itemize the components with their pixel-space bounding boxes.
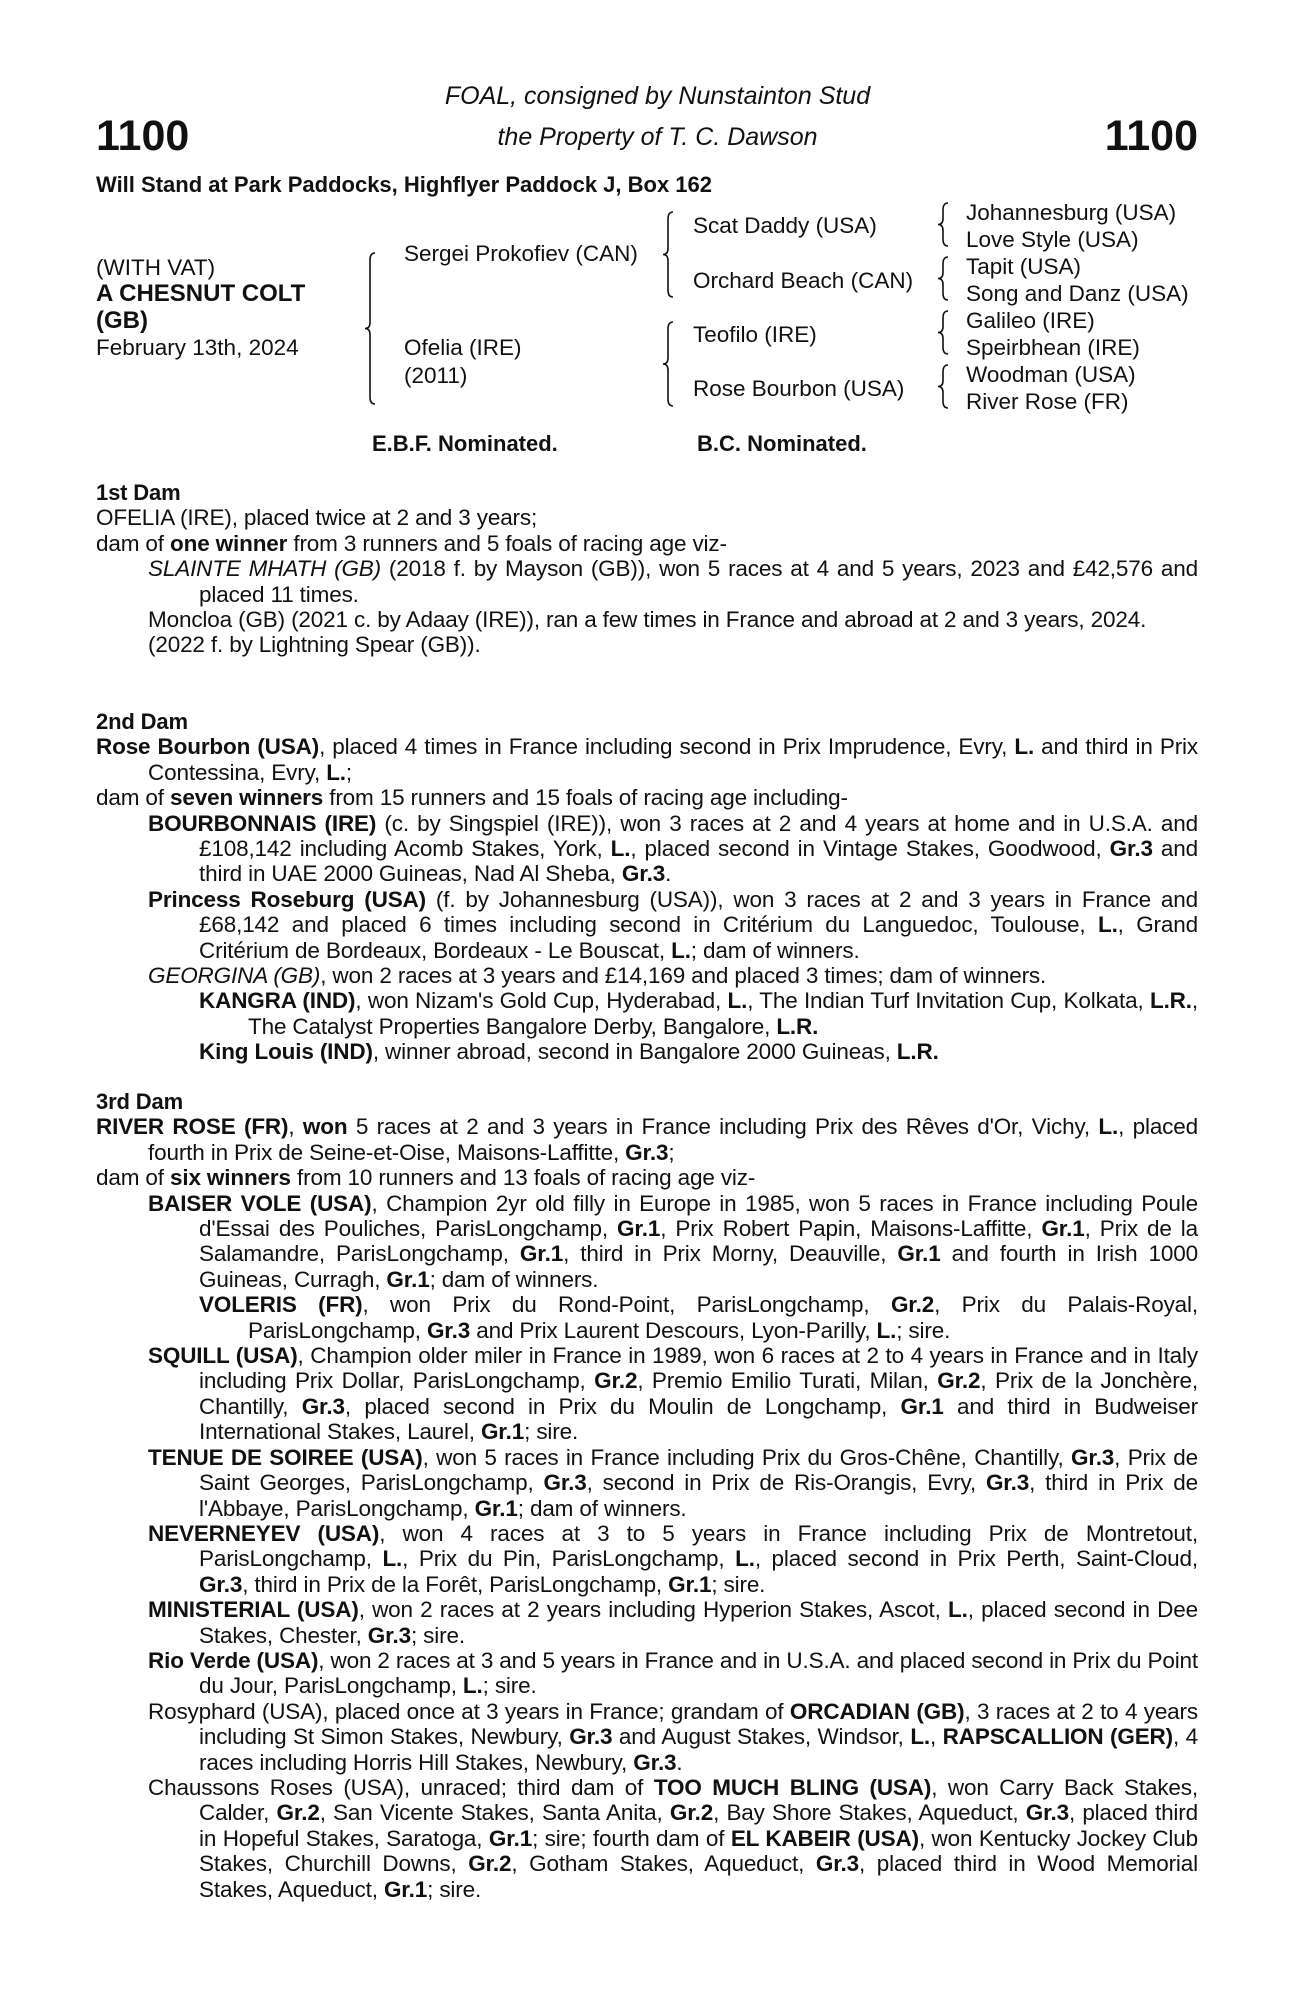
dam-record: [96, 1165, 1198, 1190]
progeny-entry: [96, 1648, 1198, 1699]
lot-description-country: (GB): [96, 307, 148, 334]
brace-icon: [938, 311, 948, 354]
dam: Ofelia (IRE): [404, 335, 522, 360]
bold-text: Gr.2: [669, 1800, 714, 1826]
text: from 3 runners and 5 foals of racing age viz-: [287, 530, 727, 556]
bold-text: L.: [610, 836, 631, 862]
text: and August Stakes, Windsor,: [612, 1724, 911, 1750]
bold-text: Gr.2: [468, 1851, 512, 1877]
bold-text: Gr.1: [1041, 1216, 1085, 1242]
dam-record: [96, 531, 1198, 556]
bold-text: Gr.3: [301, 1393, 345, 1419]
progeny-entry: [96, 1343, 1198, 1445]
progeny-entry: [96, 1775, 1198, 1902]
bold-text: one winner: [170, 530, 288, 556]
bold-text: L.R.: [1149, 988, 1192, 1014]
bold-text: SQUILL (USA): [148, 1343, 298, 1369]
text: (f. by Johannesburg (USA)), won 3 races at 2 and 3 years in France and £68,142 and placed 6 times including second in Critérium du Languedoc, Toulouse,: [199, 886, 1198, 938]
dam-year: (2011): [404, 363, 468, 388]
stand-location: Will Stand at Park Paddocks, Highflyer Paddock J, Box 162: [96, 172, 712, 197]
sire: Sergei Prokofiev (CAN): [404, 241, 638, 266]
bold-text: Gr.1: [386, 1266, 430, 1292]
sire-sire: Scat Daddy (USA): [693, 213, 877, 238]
bold-text: EL KABEIR (USA): [730, 1825, 919, 1851]
text: , 3 races at 2 to 4 years including St Simon Stakes, Newbury,: [199, 1698, 1198, 1750]
text: , placed second in Dee Stakes, Chester,: [199, 1597, 1198, 1648]
text: ,: [930, 1724, 943, 1750]
lot-description: A CHESNUT COLT: [96, 280, 306, 307]
bold-text: Gr.1: [480, 1419, 525, 1445]
text: (c. by Singspiel (IRE)), won 3 races at 2 and 4 years at home and in U.S.A. and £108,142 including Acomb Stakes, York,: [199, 810, 1198, 862]
bold-text: BOURBONNAIS (IRE): [148, 810, 377, 836]
section-heading: 3rd Dam: [96, 1089, 183, 1114]
text: , Prix de la Jonchère, Chantilly,: [199, 1368, 1199, 1419]
text: 5 races at 2 and 3 years in France including Prix des Rêves d'Or, Vichy,: [347, 1114, 1099, 1140]
text: ; sire.: [711, 1571, 766, 1597]
bold-text: ORCADIAN (GB): [789, 1698, 965, 1724]
text: ; dam of winners.: [690, 937, 860, 963]
bold-text: MINISTERIAL (USA): [148, 1597, 359, 1623]
text: , Gotham Stakes, Aqueduct,: [511, 1851, 816, 1877]
text: dam of: [96, 530, 170, 556]
dam-record: [96, 505, 1198, 530]
text: ; dam of winners.: [429, 1266, 599, 1292]
text: dam of: [96, 785, 170, 811]
text: Rosyphard (USA), placed once at 3 years in France; grandam of: [148, 1698, 790, 1724]
text: , The Catalyst Properties Bangalore Derby, Bangalore,: [248, 988, 1198, 1039]
ancestor: Song and Danz (USA): [966, 281, 1189, 306]
bold-text: Gr.2: [937, 1368, 981, 1394]
text: ; sire.: [896, 1317, 951, 1343]
dam-record: [96, 734, 1198, 785]
progeny-entry: [96, 632, 1198, 657]
text: , placed third in Wood Memorial Stakes, Aqueduct,: [199, 1851, 1198, 1902]
bold-text: L.: [326, 759, 346, 785]
text: , placed 4 times in France including second in Prix Imprudence, Evry,: [319, 734, 1015, 760]
text: ; sire.: [524, 1419, 579, 1445]
bold-text: Gr.3: [543, 1470, 587, 1496]
bold-text: Gr.3: [621, 861, 666, 887]
text: ; dam of winners.: [517, 1495, 687, 1521]
bold-text: Rose Bourbon (USA): [96, 734, 320, 760]
text: , Prix de la Salamandre, ParisLongchamp,: [199, 1216, 1199, 1267]
dam-record: [96, 785, 1198, 810]
text: , placed second in Prix Perth, Saint-Cloud,: [754, 1546, 1199, 1572]
text: (2018 f. by Mayson (GB)), won 5 races at 4 and 5 years, 2023 and £42,576 and placed 11 times.: [199, 556, 1198, 607]
bold-text: L.R.: [896, 1039, 939, 1065]
bold-text: Gr.1: [474, 1495, 518, 1521]
bold-text: L.: [727, 988, 748, 1014]
text: , won 2 races at 2 years including Hyperion Stakes, Ascot,: [358, 1597, 949, 1623]
progeny-entry: [96, 556, 1198, 607]
text: , The Indian Turf Invitation Cup, Kolkata,: [747, 988, 1150, 1014]
section-heading: 2nd Dam: [96, 709, 188, 734]
text: ; sire.: [482, 1673, 537, 1699]
bold-text: Gr.1: [488, 1825, 533, 1851]
progeny-entry: [96, 887, 1198, 963]
bold-text: RIVER ROSE (FR): [96, 1114, 289, 1140]
bold-text: Gr.3: [633, 1749, 677, 1775]
dam-dam: Rose Bourbon (USA): [693, 376, 905, 401]
bold-text: King Louis (IND): [199, 1039, 373, 1065]
bold-text: L.: [1098, 1114, 1119, 1140]
first-dam-section: [96, 480, 1198, 658]
progeny-entry: [96, 1039, 1198, 1064]
dam-sire: Teofilo (IRE): [693, 322, 817, 347]
ebf-nomination: E.B.F. Nominated.: [372, 431, 558, 456]
italic-text: SLAINTE MHATH (GB): [148, 556, 381, 582]
bold-text: Gr.3: [1025, 1800, 1069, 1826]
progeny-entry: [96, 1699, 1198, 1775]
bold-text: L.: [735, 1546, 755, 1572]
text: , won 2 races at 3 years and £14,169 and placed 3 times; dam of winners.: [320, 963, 1047, 989]
pedigree-braces: [0, 0, 1315, 460]
text: , placed third in Hopeful Stakes, Saratoga,: [199, 1800, 1198, 1851]
text: ; sire.: [410, 1622, 465, 1648]
text: and third in UAE 2000 Guineas, Nad Al Sheba,: [199, 836, 1198, 887]
text: ; sire.: [427, 1876, 482, 1902]
text: Chaussons Roses (USA), unraced; third dam of: [148, 1774, 654, 1800]
bold-text: Gr.3: [199, 1571, 243, 1597]
text: , third in Prix Morny, Deauville,: [563, 1241, 898, 1267]
text: , 4 races including Horris Hill Stakes, Newbury,: [199, 1724, 1198, 1775]
property-line: the Property of T. C. Dawson: [497, 123, 818, 151]
progeny-entry: [96, 963, 1198, 988]
bold-text: Gr.1: [668, 1571, 712, 1597]
text: OFELIA (IRE), placed twice at 2 and 3 years;: [96, 505, 538, 531]
text: Moncloa (GB) (2021 c. by Adaay (IRE)), ran a few times in France and abroad at 2 and 3 years, 2024.: [148, 607, 1147, 633]
bold-text: Gr.1: [897, 1241, 941, 1267]
progeny-entry: [96, 988, 1198, 1039]
text: and third in Budweiser International Stakes, Laurel,: [199, 1393, 1198, 1445]
bold-text: VOLERIS (FR): [199, 1292, 363, 1318]
bold-text: Gr.3: [426, 1317, 471, 1343]
text: and third in Prix Contessina, Evry,: [148, 734, 1198, 785]
text: , Prix du Pin, ParisLongchamp,: [402, 1546, 736, 1572]
progeny-entry: [96, 1445, 1198, 1521]
bold-text: L.: [671, 937, 691, 963]
bold-text: Gr.1: [383, 1876, 428, 1902]
bold-text: L.: [876, 1317, 897, 1343]
text: , won 5 races in France including Prix du Gros-Chêne, Chantilly,: [422, 1444, 1071, 1470]
ancestor: Speirbhean (IRE): [966, 335, 1140, 360]
text: ;: [668, 1139, 675, 1165]
bold-text: NEVERNEYEV (USA): [148, 1520, 380, 1546]
text: from 10 runners and 13 foals of racing age viz-: [290, 1165, 756, 1191]
bc-nomination: B.C. Nominated.: [697, 431, 867, 456]
text: dam of: [96, 1165, 170, 1191]
brace-icon: [663, 212, 673, 297]
bold-text: Gr.3: [367, 1622, 411, 1648]
bold-text: TOO MUCH BLING (USA): [653, 1774, 932, 1800]
text: , won Nizam's Gold Cup, Hyderabad,: [355, 988, 728, 1014]
lot-number-left: 1100: [96, 112, 190, 160]
bold-text: Gr.3: [1109, 836, 1153, 862]
bold-text: Gr.2: [276, 1800, 320, 1826]
text: , third in Prix de la Forêt, ParisLongchamp,: [242, 1571, 669, 1597]
ancestor: Johannesburg (USA): [966, 200, 1177, 225]
bold-text: six winners: [170, 1165, 291, 1191]
bold-text: Gr.1: [617, 1216, 661, 1242]
consignor-line: FOAL, consigned by Nunstainton Stud: [444, 82, 871, 110]
text: , third in Prix de l'Abbaye, ParisLongchamp,: [199, 1470, 1198, 1521]
dam-record: [96, 1114, 1198, 1165]
bold-text: L.: [462, 1673, 483, 1699]
bold-text: Gr.3: [625, 1139, 669, 1165]
text: , Champion older miler in France in 1989, won 6 races at 2 to 4 years in France and in Italy including Prix Dollar, ParisLongchamp,: [199, 1343, 1198, 1394]
third-dam-section: [96, 1089, 1198, 1902]
progeny-entry: [96, 607, 1198, 632]
text: , Premio Emilio Turati, Milan,: [637, 1368, 938, 1394]
brace-icon: [663, 322, 673, 406]
text: ;: [345, 759, 353, 785]
bold-text: Gr.3: [985, 1470, 1030, 1496]
text: , Champion 2yr old filly in Europe in 1985, won 5 races in France including Poule d'Essai des Pouliches, ParisLongchamp,: [199, 1190, 1198, 1242]
bold-text: TENUE DE SOIREE (USA): [148, 1444, 423, 1470]
bold-text: L.R.: [776, 1013, 819, 1039]
ancestor: River Rose (FR): [966, 389, 1129, 414]
text: and Prix Laurent Descours, Lyon-Parilly,: [470, 1317, 877, 1343]
text: .: [665, 861, 672, 887]
brace-icon: [365, 253, 375, 404]
text: , Prix du Palais-Royal, ParisLongchamp,: [248, 1292, 1198, 1343]
vat-note: (WITH VAT): [96, 255, 216, 280]
text: , Grand Critérium de Bordeaux, Bordeaux - Le Bouscat,: [199, 912, 1198, 963]
brace-icon: [938, 257, 948, 300]
text: , Bay Shore Stakes, Aqueduct,: [713, 1800, 1026, 1826]
bold-text: BAISER VOLE (USA): [148, 1190, 372, 1216]
foaling-date: February 13th, 2024: [96, 335, 299, 360]
bold-text: Gr.2: [890, 1292, 935, 1318]
brace-icon: [938, 203, 948, 246]
text: , won 2 races at 3 and 5 years in France and in U.S.A. and placed second in Prix du Point du Jour, ParisLongchamp,: [199, 1647, 1199, 1699]
text: , Prix de Saint Georges, ParisLongchamp,: [199, 1444, 1198, 1496]
text: , San Vicente Stakes, Santa Anita,: [319, 1800, 670, 1826]
progeny-entry: [96, 1292, 1198, 1343]
lot-number-right: 1100: [1104, 112, 1198, 160]
text: , winner abroad, second in Bangalore 2000 Guineas,: [372, 1039, 897, 1065]
text: , placed second in Vintage Stakes, Goodwood,: [630, 836, 1110, 862]
bold-text: L.: [910, 1724, 931, 1750]
text: ; sire; fourth dam of: [532, 1825, 731, 1851]
bold-text: L.: [1097, 912, 1118, 938]
bold-text: L.: [1014, 734, 1035, 760]
text: , won Carry Back Stakes, Calder,: [199, 1774, 1198, 1826]
ancestor: Tapit (USA): [966, 254, 1082, 279]
bold-text: L.: [382, 1546, 403, 1572]
text: (2022 f. by Lightning Spear (GB)).: [148, 632, 481, 658]
progeny-entry: [96, 1597, 1198, 1648]
bold-text: Gr.1: [900, 1393, 944, 1419]
text: , second in Prix de Ris-Orangis, Evry,: [586, 1470, 986, 1496]
second-dam-section: [96, 709, 1198, 1065]
bold-text: KANGRA (IND): [199, 988, 356, 1014]
bold-text: L.: [948, 1597, 968, 1623]
section-heading: 1st Dam: [96, 480, 181, 505]
bold-text: Gr.3: [815, 1851, 860, 1877]
bold-text: Gr.1: [519, 1241, 564, 1267]
text: , won Prix du Rond-Point, ParisLongchamp,: [362, 1292, 891, 1318]
bold-text: RAPSCALLION (GER): [942, 1724, 1174, 1750]
bold-text: won: [302, 1114, 348, 1140]
ancestor: Galileo (IRE): [966, 308, 1095, 333]
text: , won Kentucky Jockey Club Stakes, Churchill Downs,: [199, 1825, 1198, 1877]
text: and fourth in Irish 1000 Guineas, Curragh,: [199, 1241, 1198, 1292]
bold-text: Gr.2: [594, 1368, 638, 1394]
bold-text: Gr.3: [569, 1724, 613, 1750]
progeny-entry: [96, 811, 1198, 887]
progeny-entry: [96, 1521, 1198, 1597]
brace-icon: [938, 365, 948, 408]
text: , placed fourth in Prix de Seine-et-Oise, Maisons-Laffitte,: [148, 1114, 1199, 1165]
italic-text: GEORGINA (GB): [148, 963, 321, 989]
text: , placed second in Prix du Moulin de Longchamp,: [344, 1393, 901, 1419]
sire-dam: Orchard Beach (CAN): [693, 268, 914, 293]
text: , won 4 races at 3 to 5 years in France including Prix de Montretout, ParisLongchamp,: [199, 1520, 1198, 1572]
bold-text: Rio Verde (USA): [148, 1647, 319, 1673]
ancestor: Love Style (USA): [966, 227, 1139, 252]
bold-text: seven winners: [170, 785, 324, 811]
text: .: [676, 1749, 683, 1775]
text: from 15 runners and 15 foals of racing age including-: [323, 785, 848, 811]
bold-text: Princess Roseburg (USA): [148, 886, 426, 912]
text: , Prix Robert Papin, Maisons-Laffitte,: [660, 1216, 1042, 1242]
bold-text: Gr.3: [1070, 1444, 1115, 1470]
ancestor: Woodman (USA): [966, 362, 1136, 387]
progeny-entry: [96, 1191, 1198, 1293]
text: ,: [288, 1114, 303, 1140]
